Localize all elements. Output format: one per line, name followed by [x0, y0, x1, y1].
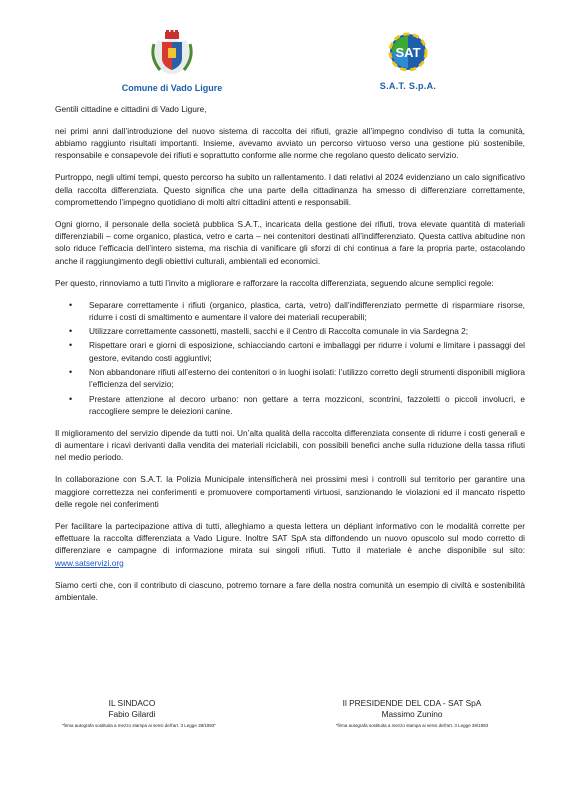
signature-note: “firma autografa sostituita a mezzo stampa ai sensi dell’art. 3 Legge 39/1993”	[62, 723, 216, 728]
paragraph-results: nei primi anni dall’introduzione del nuovo sistema di raccolta dei rifiuti, grazie all’impegno condiviso di tutta la comunità, abbiamo raggiunto risultati importanti. Insieme, avevamo avviato un percorso virtuoso verso una gestione più sostenibile, responsabile e consapevole dei rifiuti e soprattutto conforme alle norme che regolano questo delicato servizio.	[55, 125, 525, 161]
municipality-name: Comune di Vado Ligure	[121, 83, 223, 93]
paragraph-invitation: Per questo, rinnoviamo a tutti l’invito a migliorare e rafforzare la raccolta differenziata, seguendo alcune semplici regole:	[55, 277, 494, 288]
paragraph-improvement: Il miglioramento del servizio dipende da tutti noi. Un’alta qualità della raccolta differenziata consente di ridurre i costi generali e di aumentare i ricavi derivanti dalla vendita dei materiali riciclabili, con possibili benefici anche sulla riduzione della tassa rifiuti nel medio periodo.	[55, 427, 525, 463]
municipality-logo	[112, 30, 232, 93]
company-name: S.A.T. S.p.A.	[379, 81, 437, 91]
signature-note: “firma autografa sostituita a mezzo stampa ai sensi dell’art. 3 Legge 39/1993	[335, 723, 489, 728]
sat-globe-icon	[386, 30, 430, 74]
letterhead	[0, 0, 576, 100]
materials-text: Per facilitare la partecipazione attiva di tutti, alleghiamo a questa lettera un dépliant informativo con le modalità corrette per effettuare la raccolta differenziata a Vado Ligure. Inoltre SAT SpA sta diffondendo un nuovo opuscolo sul modo corretto di differenziare e campagne di informazione mirata sui singoli rifiuti. Tutto il materiale è anche disponibile sul sito:	[55, 520, 525, 556]
list-item: • Non abbandonare rifiuti all’esterno dei contenitori o in luoghi isolati: l’utilizzo corretto degli strumenti disponibili migliora l’efficienza del servizio;	[89, 366, 525, 391]
signature-name: Massimo Zunino	[381, 709, 443, 719]
signature-mayor	[62, 698, 216, 729]
signature-name: Fabio Gilardi	[108, 709, 156, 719]
coat-of-arms-icon	[148, 30, 196, 76]
sat-logo-text: SAT	[395, 45, 421, 60]
signature-role: Il PRESIDENDE DEL CDA - SAT SpA	[342, 698, 482, 708]
company-logo	[372, 30, 444, 91]
list-item: • Utilizzare correttamente cassonetti, mastelli, sacchi e il Centro di Raccolta comunale in via Sardegna 2;	[89, 325, 525, 337]
paragraph-slowdown: Purtroppo, negli ultimi tempi, questo percorso ha subito un rallentamento. I dati relativi al 2024 evidenziano un calo significativo della raccolta differenziata. Questo significa che una parte della cittadinanza ha smesso di differenziare correttamente, compromettendo l’impegno quotidiano di molti altri cittadini attenti e responsabili.	[55, 172, 525, 207]
website-link[interactable]: www.satservizi.org	[55, 557, 124, 568]
letter-body	[55, 103, 525, 613]
greeting: Gentili cittadine e cittadini di Vado Ligure,	[55, 104, 207, 114]
paragraph-staff: Ogni giorno, il personale della società pubblica S.A.T., incaricata della gestione dei rifiuti, trova elevate quantità di materiali differenziabili – come organico, plastica, vetro e carta – nei contenitori destinati all’indifferenziato. Questa cattiva abitudine non solo riduce l’efficacia dell’intero sistema, ma rischia di vanificare gli sforzi di chi continua a fare la propria parte, ostacolando anche il raggiungimento degli obiettivi culturali, ambientali ed economici.	[55, 218, 525, 266]
list-item: • Prestare attenzione al decoro urbano: non gettare a terra mozziconi, scontrini, fazzoletti o piccoli involucri, e raccogliere sempre le deiezioni canine.	[89, 393, 525, 418]
list-item: • Rispettare orari e giorni di esposizione, schiacciando cartoni e imballaggi per ridurre i volumi e limitare i passaggi del gestore, evitando costi aggiuntivi;	[89, 339, 525, 364]
signature-president	[322, 698, 502, 729]
paragraph-police: In collaborazione con S.A.T. la Polizia Municipale intensificherà nei prossimi mesi i controlli sul territorio per garantire una maggiore correttezza nei conferimenti e promuovere comportamenti virtuosi, sanzionando le violazioni ed il mancato rispetto delle regole nei conferimenti	[55, 474, 525, 509]
paragraph-materials	[55, 520, 525, 569]
signature-role: IL SINDACO	[108, 698, 156, 708]
rules-list	[55, 299, 525, 418]
paragraph-closing: Siamo certi che, con il contributo di ciascuno, potremo tornare a fare della nostra comunità un esempio di civiltà e sostenibilità ambientale.	[55, 579, 525, 602]
list-item: • Separare correttamente i rifiuti (organico, plastica, carta, vetro) dall’indifferenziato permette di risparmiare risorse, ridurre i costi di smaltimento e aumentare il valore dei materiali recuperabili;	[89, 299, 525, 324]
